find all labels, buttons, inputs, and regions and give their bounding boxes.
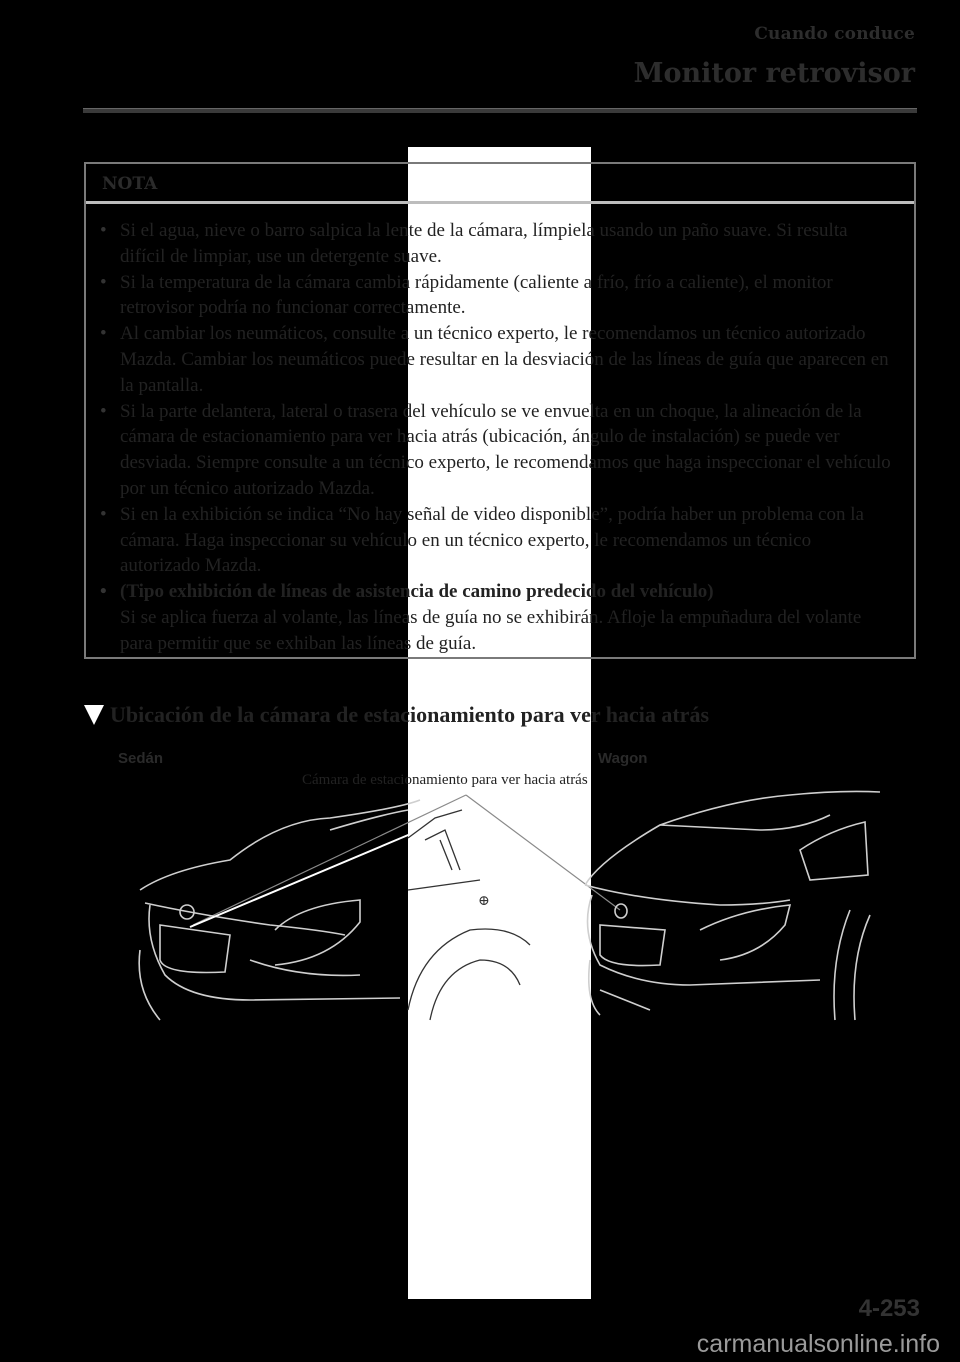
note-item <box>100 321 894 398</box>
bullet-icon: • <box>100 220 107 241</box>
page-title: Monitor retrovisor <box>633 58 915 89</box>
note-list <box>86 204 914 657</box>
bullet-icon: • <box>100 503 107 525</box>
note-item-text: Si se aplica fuerza al volante, las líneas de guía no se exhibirán. Afloje la empuñadura del volante para permitir que se exhiban las líneas de guía. <box>120 606 862 654</box>
note-item-text: Si en la exhibición se indica “No hay señal de video disponible”, podría haber un problema con la cámara. Haga inspeccionar su vehículo en un técnico experto, le recomendamos un técnico autorizado Mazda. <box>120 503 864 577</box>
car-rear-camera-illustration <box>0 780 960 1040</box>
section-heading-text: Ubicación de la cámara de estacionamiento para ver hacia atrás <box>110 702 710 727</box>
note-heading: NOTA <box>86 164 914 204</box>
page-number: 4-253 <box>858 1295 920 1322</box>
bullet-icon: • <box>100 400 107 422</box>
header-divider <box>83 108 917 113</box>
note-item-text: Si el agua, nieve o barro salpica la lente de la cámara, límpiela usando un paño suave. Si resulta difícil de limpiar, use un detergente suave. <box>120 220 848 267</box>
wagon-car-icon <box>585 791 880 1020</box>
note-item-text: Si la temperatura de la cámara cambia rápidamente (caliente a frío, frío a caliente), el monitor retrovisor podría no funcionar correctamente. <box>120 271 833 319</box>
note-item <box>100 579 894 656</box>
sedan-car-icon <box>139 800 420 1020</box>
bullet-icon: • <box>100 271 107 293</box>
section-heading <box>84 702 709 728</box>
bullet-icon: • <box>100 323 107 345</box>
note-item-text: Si la parte delantera, lateral o trasera del vehículo se ve envuelta en un choque, la alineación de la cámara de estacionamiento para ver hacia atrás (ubicación, ángulo de instalación) se puede ver desviada. Siempre consulte a un técnico experto, le recomendamos que haga inspeccionar el vehículo por un técnico autorizado Mazda. <box>120 400 891 499</box>
note-item-title: (Tipo exhibición de líneas de asistencia de camino predecido del vehículo) <box>120 581 714 603</box>
callout-leader-lines <box>193 795 620 925</box>
note-box <box>84 162 916 659</box>
watermark-link[interactable]: carmanualsonline.info <box>696 1330 940 1358</box>
figure-callout-camera: Cámara de estacionamiento para ver hacia atrás <box>302 772 588 788</box>
svg-text:⊕: ⊕ <box>478 894 490 909</box>
figure-label-wagon: Wagon <box>598 750 648 767</box>
bullet-icon: • <box>100 581 107 603</box>
note-item <box>100 502 894 579</box>
note-item-text: Al cambiar los neumáticos, consulte a un técnico experto, le recomendamos un técnico autorizado Mazda. Cambiar los neumáticos puede resultar en la desviación de las líneas de guía que aparecen en la pantalla. <box>120 323 889 396</box>
chapter-label: Cuando conduce <box>754 24 915 44</box>
triangle-marker-icon <box>84 705 104 725</box>
note-item <box>100 270 894 322</box>
note-item <box>100 218 894 270</box>
note-item <box>100 399 894 502</box>
sedan-body-on-strip <box>408 810 530 1020</box>
figure-label-sedan: Sedán <box>118 750 164 767</box>
